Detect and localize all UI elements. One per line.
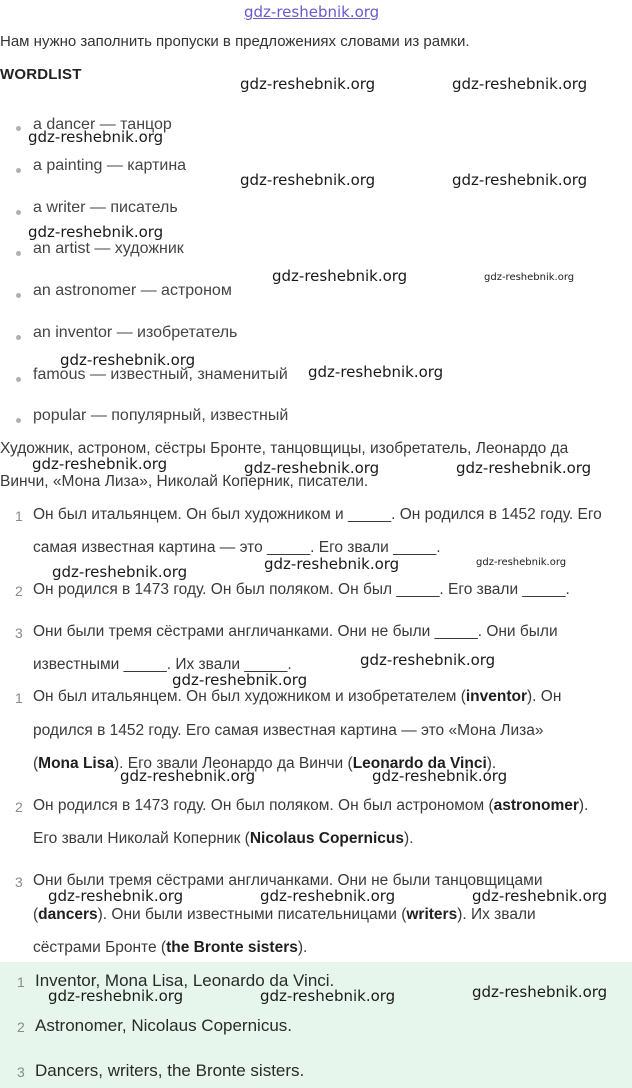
- bullet-icon: [16, 251, 21, 256]
- answer-keyword: astronomer: [493, 797, 579, 814]
- answer-keyword: inventor: [465, 688, 528, 705]
- bullet-icon: [16, 418, 21, 423]
- watermark-link[interactable]: gdz-reshebnik.org: [244, 3, 380, 21]
- watermark: gdz-reshebnik.org: [476, 557, 567, 568]
- answer-line: Они были тремя сёстрами англичанками. Они не были танцовщицами: [33, 872, 543, 889]
- final-answer-number: 2: [17, 1019, 25, 1035]
- answer-line: [33, 797, 588, 815]
- answer-text: Он был итальянцем. Он был художником и изобретателем (: [33, 688, 466, 705]
- answer-number: 3: [15, 874, 23, 890]
- watermark: gdz-reshebnik.org: [456, 459, 592, 477]
- translation-line: Винчи, «Мона Лиза», Николай Коперник, писатели.: [0, 473, 369, 490]
- watermark: gdz-reshebnik.org: [120, 767, 256, 785]
- intro-text: Нам нужно заполнить пропуски в предложениях словами из рамки.: [0, 33, 470, 50]
- answer-text: ). Его звали Леонардо да Винчи (: [113, 755, 353, 772]
- bullet-icon: [16, 293, 21, 298]
- list-item: a writer — писатель: [33, 199, 178, 216]
- list-item: famous — известный, знаменитый: [33, 366, 288, 383]
- task-line: самая известная картина — это _____. Его звали _____.: [33, 539, 441, 556]
- task-number: 3: [15, 625, 23, 641]
- final-answer: Dancers, writers, the Bronte sisters.: [35, 1061, 305, 1080]
- watermark: gdz-reshebnik.org: [172, 671, 308, 689]
- list-item: a dancer — танцор: [33, 116, 172, 133]
- watermark: gdz-reshebnik.org: [52, 563, 188, 581]
- final-answer: Astronomer, Nicolaus Copernicus.: [35, 1016, 293, 1035]
- answer-keyword: writers: [406, 906, 458, 923]
- answer-line: родился в 1452 году. Его самая известная картина — это «Мона Лиза»: [33, 722, 544, 739]
- task-number: 2: [15, 583, 23, 599]
- watermark: gdz-reshebnik.org: [48, 887, 184, 905]
- answer-keyword: Nicolaus Copernicus: [249, 830, 405, 847]
- watermark: gdz-reshebnik.org: [28, 223, 164, 241]
- watermark: gdz-reshebnik.org: [264, 555, 400, 573]
- watermark: gdz-reshebnik.org: [240, 171, 376, 189]
- answer-text: ). Их звали: [457, 906, 536, 923]
- answer-line: [33, 939, 307, 957]
- task-line: Они были тремя сёстрами англичанками. Они не были _____. Они были: [33, 623, 558, 640]
- answer-text: ).: [404, 830, 414, 847]
- watermark: gdz-reshebnik.org: [472, 983, 608, 1001]
- answer-text: Он родился в 1473 году. Он был поляком. Он был астрономом (: [33, 797, 494, 814]
- watermark: gdz-reshebnik.org: [452, 75, 588, 93]
- watermark: gdz-reshebnik.org: [240, 75, 376, 93]
- answer-text: ).: [486, 755, 497, 772]
- translation-line: Художник, астроном, сёстры Бронте, танцовщицы, изобретатель, Леонардо да: [0, 440, 569, 457]
- answer-text: ).: [578, 797, 589, 814]
- list-item: an inventor — изобретатель: [33, 324, 238, 341]
- watermark: gdz-reshebnik.org: [472, 887, 608, 905]
- task-line: Он был итальянцем. Он был художником и _____. Он родился в 1452 году. Его: [33, 506, 602, 523]
- list-item: an astronomer — астроном: [33, 282, 232, 299]
- answer-keyword: the Bronte sisters: [166, 939, 298, 956]
- watermark: gdz-reshebnik.org: [32, 455, 168, 473]
- task-number: 1: [15, 508, 23, 524]
- final-answer-number: 1: [17, 974, 25, 990]
- watermark: gdz-reshebnik.org: [48, 987, 184, 1005]
- answer-keyword: Leonardo da Vinci: [352, 755, 487, 772]
- watermark: gdz-reshebnik.org: [260, 887, 396, 905]
- answer-line: [33, 906, 536, 924]
- answer-keyword: dancers: [38, 906, 98, 923]
- answer-keyword: Mona Lisa: [38, 755, 114, 772]
- bullet-icon: [16, 335, 21, 340]
- watermark: gdz-reshebnik.org: [260, 987, 396, 1005]
- answer-line: [33, 688, 561, 706]
- wordlist-title: WORDLIST: [0, 66, 82, 83]
- watermark: gdz-reshebnik.org: [60, 351, 196, 369]
- answer-number: 2: [15, 799, 23, 815]
- answer-text: (: [33, 755, 39, 772]
- watermark: gdz-reshebnik.org: [28, 128, 164, 146]
- answer-text: Его звали Николай Коперник (: [33, 830, 250, 847]
- list-item: an artist — художник: [33, 240, 184, 257]
- answer-number: 1: [15, 690, 23, 706]
- bullet-icon: [16, 126, 21, 131]
- answer-text: ). Они были известными писательницами (: [97, 906, 407, 923]
- list-item: popular — популярный, известный: [33, 407, 289, 424]
- watermark: gdz-reshebnik.org: [308, 363, 444, 381]
- final-answer-number: 3: [17, 1064, 25, 1080]
- bullet-icon: [16, 168, 21, 173]
- answer-text: ). Он: [527, 688, 562, 705]
- answer-text: (: [33, 906, 39, 923]
- watermark: gdz-reshebnik.org: [372, 767, 508, 785]
- answer-text: ).: [297, 939, 308, 956]
- bullet-icon: [16, 210, 21, 215]
- watermark: gdz-reshebnik.org: [484, 272, 575, 283]
- list-item: a painting — картина: [33, 157, 187, 174]
- watermark: gdz-reshebnik.org: [360, 651, 496, 669]
- watermark: gdz-reshebnik.org: [244, 459, 380, 477]
- final-answer: Inventor, Mona Lisa, Leonardo da Vinci.: [35, 971, 335, 990]
- answer-text: сёстрами Бронте (: [33, 939, 167, 956]
- task-line: Он родился в 1473 году. Он был поляком. Он был _____. Его звали _____.: [33, 581, 570, 598]
- watermark: gdz-reshebnik.org: [272, 267, 408, 285]
- watermark: gdz-reshebnik.org: [452, 171, 588, 189]
- bullet-icon: [16, 377, 21, 382]
- task-line: известными _____. Их звали _____.: [33, 656, 292, 673]
- answer-line: [33, 830, 414, 848]
